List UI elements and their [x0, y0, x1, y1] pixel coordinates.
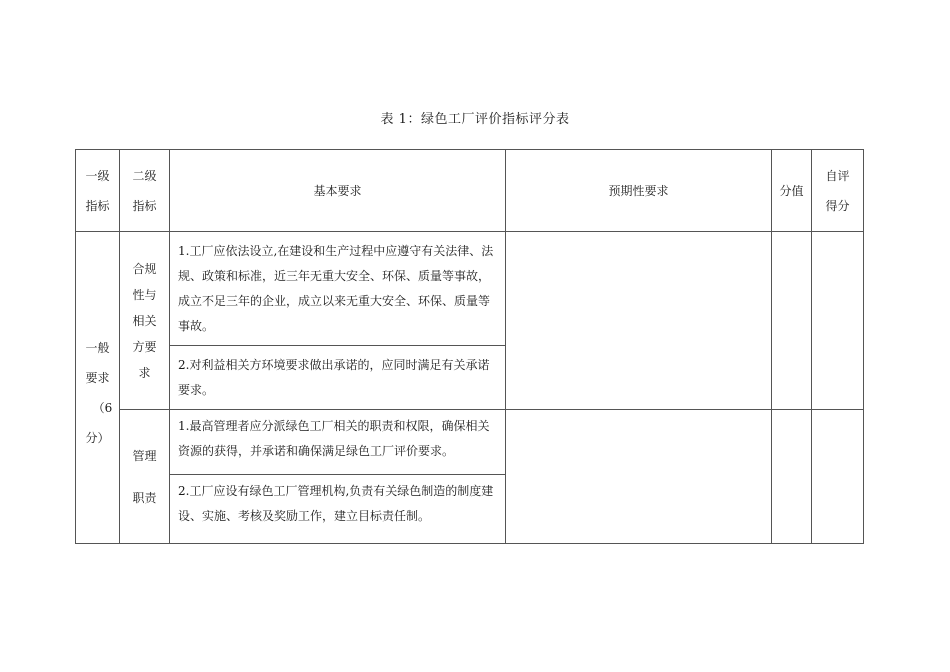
management-self-cell [812, 410, 864, 544]
compliance-requirement-2: 2.对利益相关方环境要求做出承诺的，应同时满足有关承诺要求。 [170, 346, 506, 410]
header-score: 分值 [772, 150, 812, 232]
evaluation-table [75, 149, 864, 544]
management-requirement-1: 1.最高管理者应分派绿色工厂相关的职责和权限，确保相关资源的获得，并承诺和确保满足绿色工厂评价要求。 [170, 410, 506, 475]
management-requirement-2: 2.工厂应设有绿色工厂管理机构,负责有关绿色制造的制度建设、实施、考核及奖励工作，建立目标责任制。 [170, 475, 506, 544]
header-level2: 二级 指标 [120, 150, 170, 232]
compliance-self-cell [812, 232, 864, 410]
management-expected-cell [506, 410, 772, 544]
table-row [76, 410, 864, 475]
header-self: 自评 得分 [812, 150, 864, 232]
header-level1: 一级 指标 [76, 150, 120, 232]
management-cell: 管理 职责 [120, 410, 170, 544]
page-title: 表 1：绿色工厂评价指标评分表 [380, 112, 570, 127]
compliance-score-cell [772, 232, 812, 410]
table-row [76, 232, 864, 346]
header-row [76, 150, 864, 232]
header-basic: 基本要求 [170, 150, 506, 232]
compliance-expected-cell [506, 232, 772, 410]
general-requirements-cell: 一般 要求 （6 分） [76, 232, 120, 544]
management-score-cell [772, 410, 812, 544]
header-expected: 预期性要求 [506, 150, 772, 232]
compliance-requirement-1: 1.工厂应依法设立,在建设和生产过程中应遵守有关法律、法规、政策和标准，近三年无重大安全、环保、质量等事故，成立不足三年的企业，成立以来无重大安全、环保、质量等事故。 [170, 232, 506, 346]
compliance-cell: 合规 性与 相关 方要 求 [120, 232, 170, 410]
